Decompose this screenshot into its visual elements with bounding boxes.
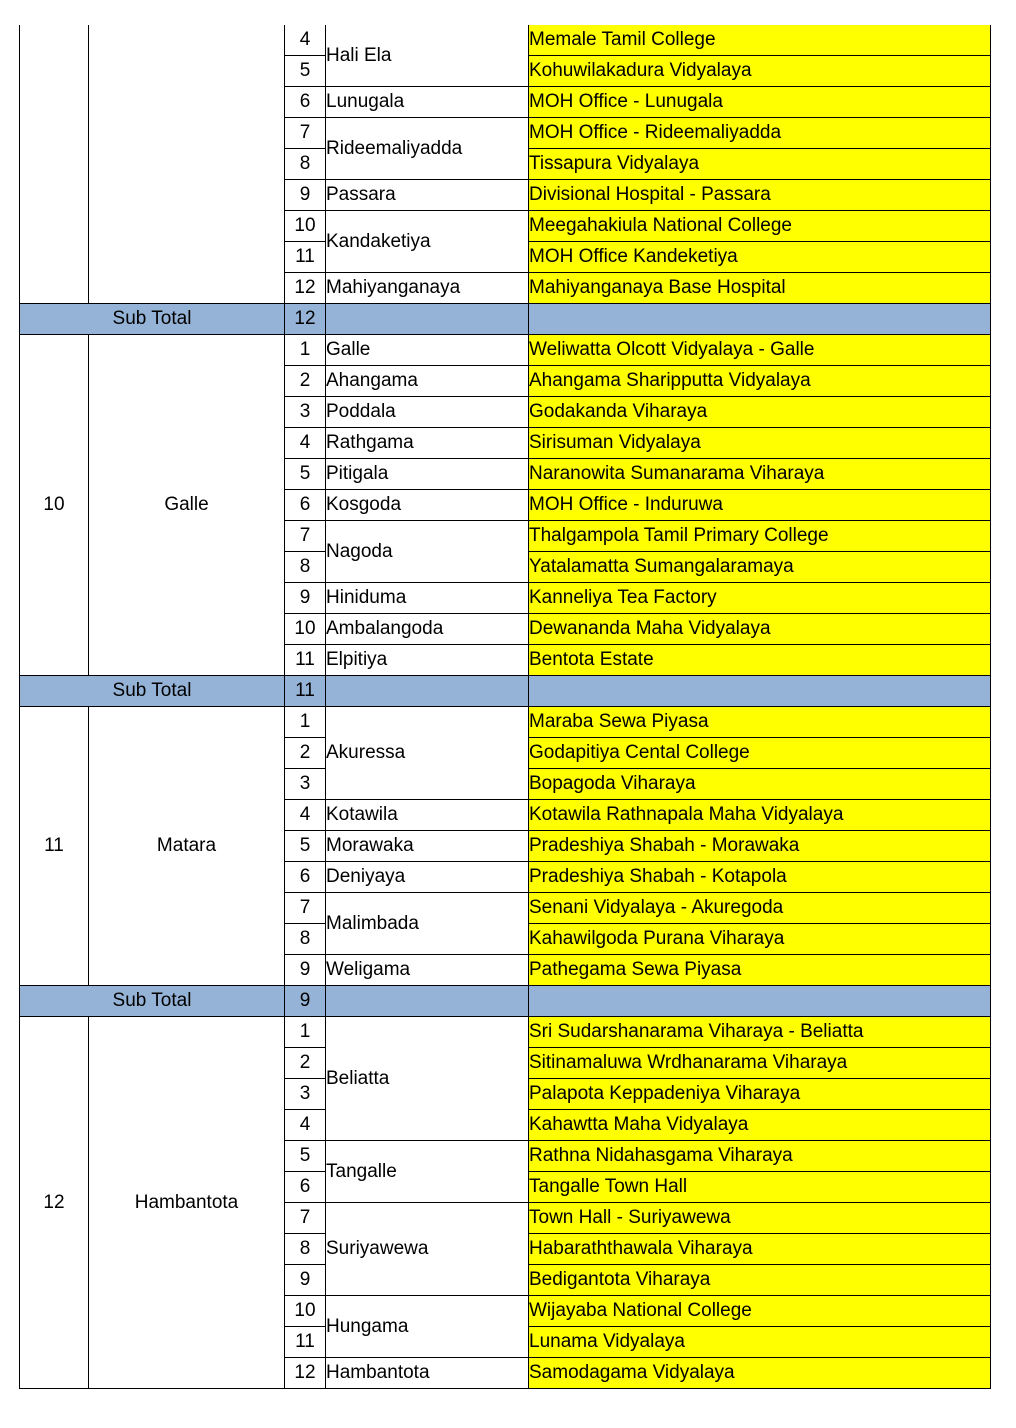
moh-area: Kotawila	[326, 800, 529, 831]
centre-index: 5	[285, 459, 326, 490]
district-name	[89, 25, 285, 304]
moh-area: Hungama	[326, 1296, 529, 1358]
moh-area: Galle	[326, 335, 529, 366]
subtotal-blank	[529, 304, 991, 335]
centre-index: 9	[285, 1265, 326, 1296]
centre-location: Maraba Sewa Piyasa	[529, 707, 991, 738]
centre-index: 3	[285, 769, 326, 800]
centre-location: Bopagoda Viharaya	[529, 769, 991, 800]
centre-location: Bedigantota Viharaya	[529, 1265, 991, 1296]
moh-area: Malimbada	[326, 893, 529, 955]
moh-area: Ambalangoda	[326, 614, 529, 645]
centre-location: MOH Office - Lunugala	[529, 87, 991, 118]
centre-location: MOH Office Kandeketiya	[529, 242, 991, 273]
centre-location: Kahawilgoda Purana Viharaya	[529, 924, 991, 955]
district-number: 10	[20, 335, 89, 676]
subtotal-blank	[326, 304, 529, 335]
moh-area: Hambantota	[326, 1358, 529, 1389]
centre-location: Pathegama Sewa Piyasa	[529, 955, 991, 986]
table-row	[20, 1017, 991, 1048]
centre-index: 11	[285, 1327, 326, 1358]
centre-index: 6	[285, 1172, 326, 1203]
centre-location: Mahiyanganaya Base Hospital	[529, 273, 991, 304]
moh-area: Rideemaliyadda	[326, 118, 529, 180]
centre-location: Yatalamatta Sumangalaramaya	[529, 552, 991, 583]
centre-index: 4	[285, 428, 326, 459]
centre-index: 10	[285, 211, 326, 242]
centre-location: Kanneliya Tea Factory	[529, 583, 991, 614]
centre-location: Meegahakiula National College	[529, 211, 991, 242]
centre-location: Kotawila Rathnapala Maha Vidyalaya	[529, 800, 991, 831]
subtotal-blank	[529, 676, 991, 707]
subtotal-label: Sub Total	[20, 304, 285, 335]
centre-index: 9	[285, 955, 326, 986]
centre-location: Lunama Vidyalaya	[529, 1327, 991, 1358]
centre-location: Godapitiya Cental College	[529, 738, 991, 769]
centre-index: 8	[285, 924, 326, 955]
table-row	[20, 335, 991, 366]
centre-index: 1	[285, 335, 326, 366]
district-number	[20, 25, 89, 304]
centre-location: Palapota Keppadeniya Viharaya	[529, 1079, 991, 1110]
centre-index: 12	[285, 1358, 326, 1389]
centre-index: 3	[285, 1079, 326, 1110]
centre-index: 6	[285, 862, 326, 893]
centre-location: Pradeshiya Shabah - Morawaka	[529, 831, 991, 862]
district-number: 11	[20, 707, 89, 986]
centre-location: Godakanda Viharaya	[529, 397, 991, 428]
moh-area: Hiniduma	[326, 583, 529, 614]
centre-location: Weliwatta Olcott Vidyalaya - Galle	[529, 335, 991, 366]
vaccination-centre-table	[19, 25, 991, 1389]
centre-index: 9	[285, 583, 326, 614]
centre-location: MOH Office - Induruwa	[529, 490, 991, 521]
centre-index: 10	[285, 614, 326, 645]
centre-location: Kahawtta Maha Vidyalaya	[529, 1110, 991, 1141]
district-name: Galle	[89, 335, 285, 676]
moh-area: Pitigala	[326, 459, 529, 490]
moh-area: Tangalle	[326, 1141, 529, 1203]
centre-index: 4	[285, 800, 326, 831]
moh-area: Morawaka	[326, 831, 529, 862]
moh-area: Poddala	[326, 397, 529, 428]
subtotal-row	[20, 304, 991, 335]
centre-index: 5	[285, 56, 326, 87]
centre-location: Tissapura Vidyalaya	[529, 149, 991, 180]
moh-area: Kandaketiya	[326, 211, 529, 273]
moh-area: Ahangama	[326, 366, 529, 397]
centre-index: 3	[285, 397, 326, 428]
centre-index: 7	[285, 521, 326, 552]
moh-area: Passara	[326, 180, 529, 211]
moh-area: Lunugala	[326, 87, 529, 118]
centre-location: Sirisuman Vidyalaya	[529, 428, 991, 459]
centre-index: 10	[285, 1296, 326, 1327]
centre-index: 5	[285, 831, 326, 862]
district-name: Hambantota	[89, 1017, 285, 1389]
centre-location: Senani Vidyalaya - Akuregoda	[529, 893, 991, 924]
centre-location: Habaraththawala Viharaya	[529, 1234, 991, 1265]
moh-area: Kosgoda	[326, 490, 529, 521]
moh-area: Nagoda	[326, 521, 529, 583]
moh-area: Hali Ela	[326, 25, 529, 87]
centre-index: 2	[285, 366, 326, 397]
centre-location: Memale Tamil College	[529, 25, 991, 56]
centre-location: Naranowita Sumanarama Viharaya	[529, 459, 991, 490]
moh-area: Akuressa	[326, 707, 529, 800]
centre-location: Pradeshiya Shabah - Kotapola	[529, 862, 991, 893]
centre-location: Samodagama Vidyalaya	[529, 1358, 991, 1389]
moh-area: Mahiyanganaya	[326, 273, 529, 304]
centre-index: 2	[285, 1048, 326, 1079]
centre-index: 5	[285, 1141, 326, 1172]
centre-index: 7	[285, 893, 326, 924]
subtotal-blank	[529, 986, 991, 1017]
subtotal-count: 9	[285, 986, 326, 1017]
district-name: Matara	[89, 707, 285, 986]
centre-index: 7	[285, 1203, 326, 1234]
centre-location: Ahangama Sharipputta Vidyalaya	[529, 366, 991, 397]
centre-index: 4	[285, 25, 326, 56]
moh-area: Suriyawewa	[326, 1203, 529, 1296]
centre-location: Kohuwilakadura Vidyalaya	[529, 56, 991, 87]
moh-area: Beliatta	[326, 1017, 529, 1141]
table-row	[20, 25, 991, 56]
moh-area: Deniyaya	[326, 862, 529, 893]
centre-index: 7	[285, 118, 326, 149]
centre-index: 6	[285, 87, 326, 118]
moh-area: Rathgama	[326, 428, 529, 459]
subtotal-row	[20, 986, 991, 1017]
centre-index: 2	[285, 738, 326, 769]
centre-location: Bentota Estate	[529, 645, 991, 676]
centre-location: Tangalle Town Hall	[529, 1172, 991, 1203]
centre-index: 1	[285, 1017, 326, 1048]
centre-index: 6	[285, 490, 326, 521]
district-number: 12	[20, 1017, 89, 1389]
centre-index: 8	[285, 149, 326, 180]
subtotal-label: Sub Total	[20, 986, 285, 1017]
centre-index: 12	[285, 273, 326, 304]
centre-index: 8	[285, 552, 326, 583]
centre-location: Wijayaba National College	[529, 1296, 991, 1327]
moh-area: Elpitiya	[326, 645, 529, 676]
subtotal-blank	[326, 986, 529, 1017]
centre-index: 4	[285, 1110, 326, 1141]
centre-location: Sitinamaluwa Wrdhanarama Viharaya	[529, 1048, 991, 1079]
centre-location: MOH Office - Rideemaliyadda	[529, 118, 991, 149]
subtotal-label: Sub Total	[20, 676, 285, 707]
centre-index: 11	[285, 242, 326, 273]
centre-location: Dewananda Maha Vidyalaya	[529, 614, 991, 645]
moh-area: Weligama	[326, 955, 529, 986]
subtotal-blank	[326, 676, 529, 707]
centre-location: Town Hall - Suriyawewa	[529, 1203, 991, 1234]
centre-location: Thalgampola Tamil Primary College	[529, 521, 991, 552]
subtotal-count: 11	[285, 676, 326, 707]
subtotal-count: 12	[285, 304, 326, 335]
centre-location: Rathna Nidahasgama Viharaya	[529, 1141, 991, 1172]
centre-location: Sri Sudarshanarama Viharaya - Beliatta	[529, 1017, 991, 1048]
table-row	[20, 707, 991, 738]
centre-index: 11	[285, 645, 326, 676]
centre-index: 1	[285, 707, 326, 738]
centre-index: 8	[285, 1234, 326, 1265]
subtotal-row	[20, 676, 991, 707]
centre-location: Divisional Hospital - Passara	[529, 180, 991, 211]
centre-index: 9	[285, 180, 326, 211]
